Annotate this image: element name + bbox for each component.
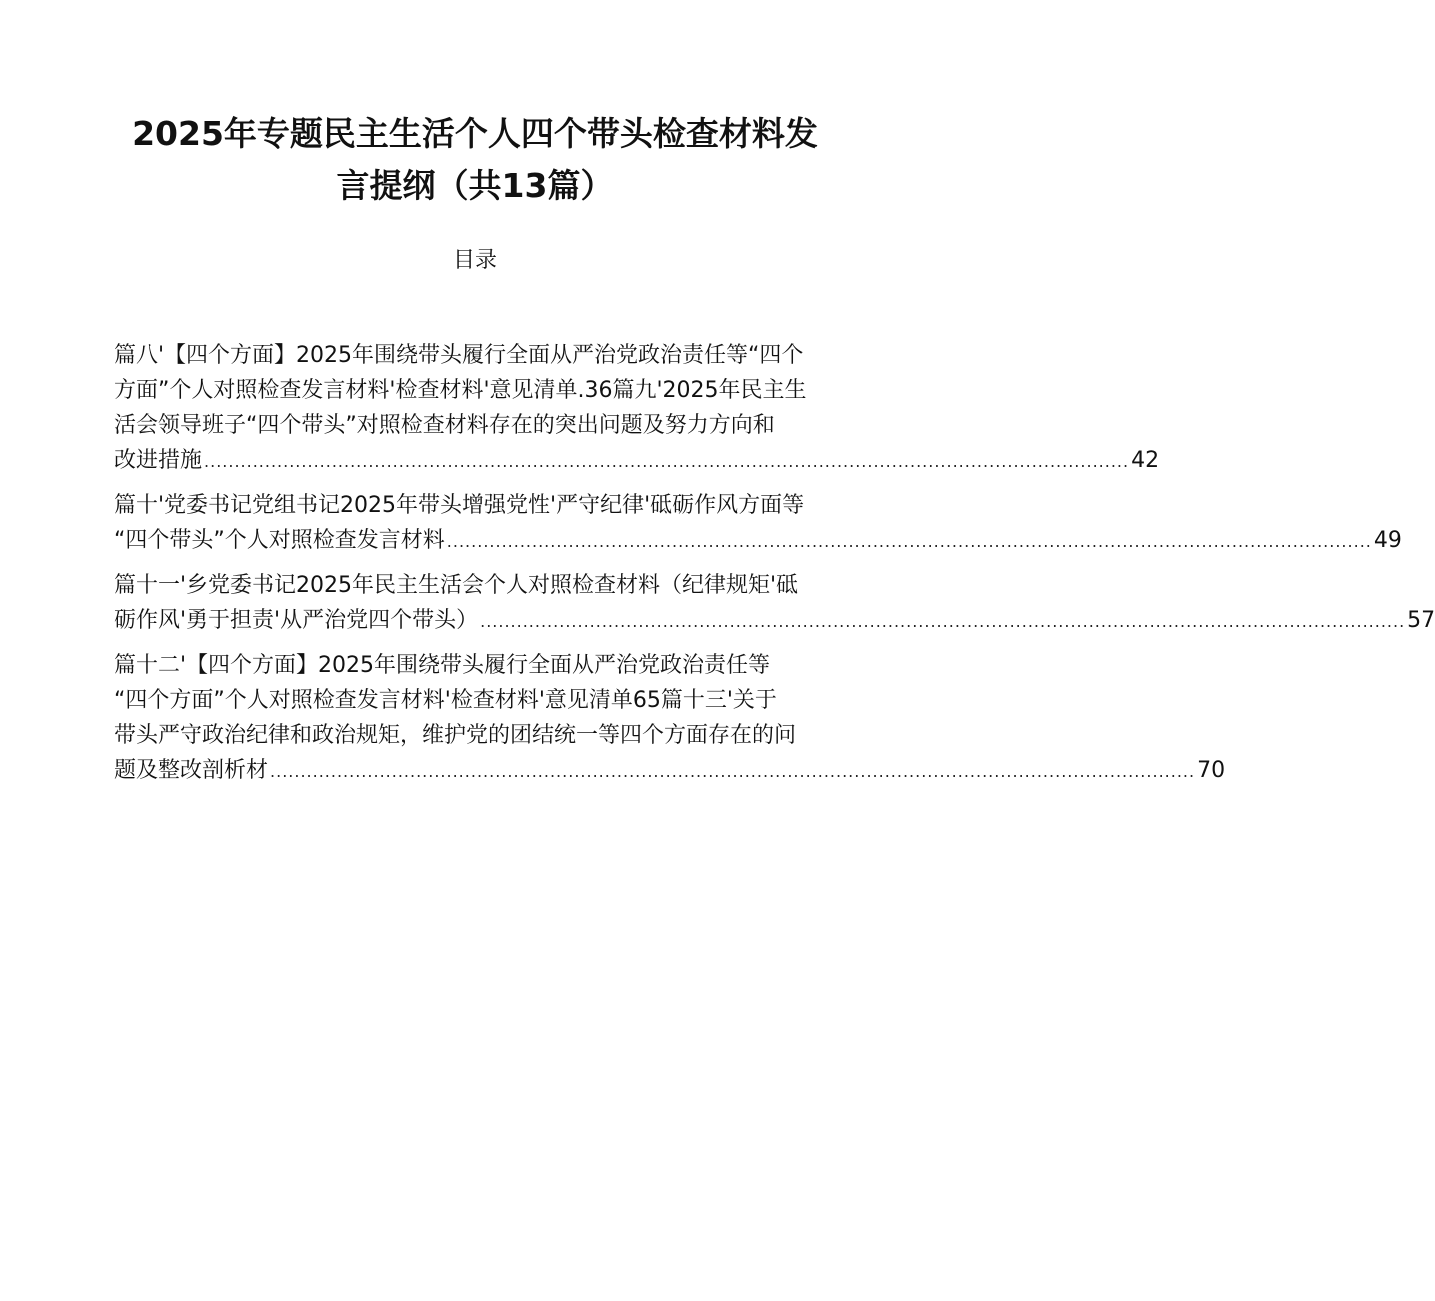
toc-entry-2-page: 49 — [1373, 528, 1402, 553]
toc-entry-1-line-1: 篇八'【四个方面】2025年围绕带头履行全面从严治党政治责任等“四个 — [114, 343, 804, 368]
toc-entry-4-line-4 — [114, 753, 1226, 788]
toc-entry-4[interactable] — [114, 648, 1226, 788]
toc-entry-4-line-3: 带头严守政治纪律和政治规矩，维护党的团结统一等四个方面存在的问 — [114, 723, 797, 748]
toc-entry-3-line-2 — [114, 603, 1435, 638]
toc-entry-2-line-2-text: “四个带头”个人对照检查发言材料 — [114, 528, 445, 553]
toc-entry-2-line-1: 篇十'党委书记党组书记2025年带头增强党性'严守纪律'砥砺作风方面等 — [114, 493, 805, 518]
toc-entry-3-leader: ........................................................................................................................................................ — [480, 612, 1406, 631]
toc-entry-3-line-2-text: 砺作风'勇于担责'从严治党四个带头） — [114, 608, 479, 633]
toc-entry-3-page: 57 — [1407, 608, 1435, 633]
toc-entry-1-line-4-text: 改进措施 — [114, 448, 203, 473]
title-line-1: 2025年专题民主生活个人四个带头检查材料发 — [132, 114, 818, 153]
toc-entry-1-line-4 — [114, 443, 1160, 478]
toc-entry-1-leader: ........................................................................................................................................................ — [204, 452, 1130, 471]
toc-entry-1-line-2: 方面”个人对照检查发言材料'检查材料'意见清单.36篇九'2025年民主生 — [114, 378, 807, 403]
toc-entry-1-page: 42 — [1131, 448, 1160, 473]
toc-entry-4-line-2: “四个方面”个人对照检查发言材料'检查材料'意见清单65篇十三'关于 — [114, 688, 777, 713]
toc-entry-3[interactable] — [114, 568, 1435, 638]
title-line-2: 言提纲（共13篇） — [336, 166, 614, 205]
document-title — [80, 108, 870, 212]
toc-entry-4-line-4-text: 题及整改剖析材 — [114, 758, 269, 783]
toc-entry-1-line-3: 活会领导班子“四个带头”对照检查材料存在的突出问题及努力方向和 — [114, 413, 775, 438]
toc-entry-4-line-1: 篇十二'【四个方面】2025年围绕带头履行全面从严治党政治责任等 — [114, 653, 771, 678]
toc-entry-4-leader: ........................................................................................................................................................ — [270, 762, 1196, 781]
toc-entry-2-line-2 — [114, 523, 1402, 558]
toc-entry-2[interactable] — [114, 488, 1402, 558]
toc-heading: 目录 — [452, 248, 497, 273]
toc-entry-3-line-1: 篇十一'乡党委书记2025年民主生活会个人对照检查材料（纪律规矩'砥 — [114, 573, 799, 598]
toc-entry-4-page: 70 — [1197, 758, 1226, 783]
toc-entry-1[interactable] — [114, 338, 1160, 478]
toc-entry-2-leader: ........................................................................................................................................................ — [446, 532, 1372, 551]
table-of-contents — [114, 338, 1435, 798]
